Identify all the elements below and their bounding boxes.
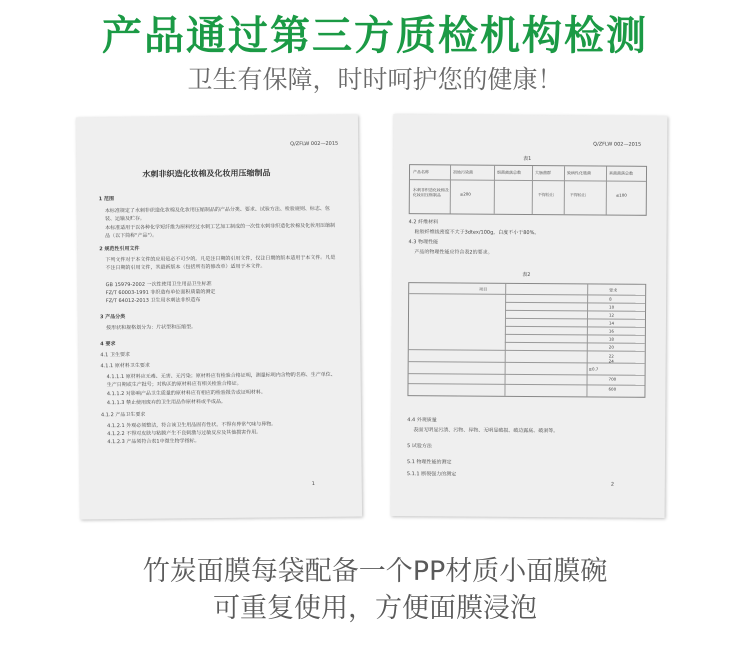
- doc-paragraph: 本标准规定了水刺非织造化妆棉及化妆用压缩制品的产品分类、要求、试验方法、检验规则、标志、包装、运输及贮存。: [104, 205, 330, 223]
- doc-section: 2 规范性引用文件: [99, 245, 140, 253]
- doc-section: 4.4 外观质量: [407, 417, 437, 424]
- table-cell: 16: [608, 328, 615, 334]
- page-number: 2: [610, 481, 615, 488]
- table-cell: 不得检出: [569, 192, 586, 198]
- doc-code: Q/ZFLW 002—2015: [593, 141, 642, 148]
- doc-paragraph: 4.1.1.3 禁止使用废弃的卫生用品作原材料或半成品。: [106, 398, 227, 407]
- table-header: 大肠菌群: [534, 170, 552, 176]
- table-cell: 600: [608, 386, 617, 392]
- doc-paragraph: 4.1.1.2 对影响产品卫生质量的原材料应有相应的检验报告或证明材料。: [106, 389, 266, 398]
- doc-paragraph: 4.1.2.3 产品须符合表1中微生物学指标。: [107, 438, 200, 446]
- physical-properties-table: [407, 282, 646, 398]
- table-cell: 20: [608, 344, 614, 350]
- doc-paragraph: 表面无明显污渍、污物、异物、无明显破损、破边露底、破洞等。: [413, 427, 559, 435]
- doc-section: 5.1.1 断裂强力的测定: [406, 471, 457, 478]
- table-cell: 700: [608, 376, 617, 382]
- certificate-page-left: [76, 115, 362, 520]
- table-header: 致病性化脓菌: [566, 170, 592, 176]
- doc-section: 4.2 纤维材料: [408, 219, 439, 226]
- doc-paragraph: GB 15979-2002 一次性使用卫生用品卫生标准: [105, 281, 212, 289]
- doc-section: 4 要求: [100, 341, 116, 348]
- table-cell: 24: [608, 358, 614, 364]
- microbiology-table: [409, 164, 647, 216]
- doc-paragraph: 4.1.1.1 原材料应无毒、无害、无污染；原材料应有检验合格证明，测量标明内含物的名称、生产单位、生产日期或生产批号；对购买的原材料应有相关检验合格证。: [106, 371, 336, 389]
- doc-section: 5 试验方法: [407, 443, 432, 450]
- table-header: 真菌菌落总数: [608, 170, 634, 176]
- doc-paragraph: 下列文件对于本文件的应用是必不可少的。凡是注日期的引用文件，仅注日期的版本适用于本文件。凡是不注日期的引用文件，其最新版本（包括所有的修改单）适用于本文件。: [105, 254, 336, 272]
- table-cell: 水刺非织造化妆棉及化妆用压缩制品: [412, 187, 449, 198]
- certificate-page-right: [391, 114, 668, 518]
- doc-section: 4.3 物理性能: [408, 239, 439, 246]
- doc-section: 3 产品分类: [99, 313, 126, 321]
- table-cell: 18: [608, 336, 614, 342]
- table-cell: 8: [609, 296, 612, 302]
- doc-section: 4.1 卫生要求: [100, 351, 130, 359]
- headline: 产品通过第三方质检机构检测: [102, 13, 648, 59]
- doc-paragraph: 产品的物理性能应符合表2的要求。: [414, 249, 493, 256]
- doc-paragraph: FZ/T 64012-2013 卫生用水刺法非织造布: [105, 297, 201, 305]
- table-header: 要求: [609, 287, 618, 293]
- doc-title: 水刺非织造化妆棉及化妆用压缩制品: [142, 168, 271, 179]
- page-number: 1: [311, 481, 315, 488]
- doc-code: Q/ZFLW 002—2015: [290, 140, 339, 148]
- doc-paragraph: FZ/T 60003-1991 非织造布单位面积质量的测定: [105, 289, 216, 297]
- caption-line-2: 可重复使用，方便面膜浸泡: [213, 593, 537, 624]
- table-cell: ≥0.7: [588, 366, 599, 372]
- table-cell: ≤200: [459, 191, 471, 197]
- table-cell: 22: [608, 353, 614, 359]
- doc-section: 5.1 物理性能的测定: [406, 459, 452, 466]
- caption-line-1: 竹炭面膜每袋配备一个PP材质小面膜碗: [142, 556, 608, 587]
- table-title: 表1: [523, 155, 532, 163]
- table-cell: 14: [608, 320, 615, 326]
- doc-paragraph: 4.1.2.1 外观必须整洁，符合该卫生用品固有性状，不得有异常气味与异物。: [107, 421, 277, 430]
- doc-section: 1 范围: [98, 196, 115, 203]
- table-cell: 10: [609, 304, 615, 310]
- table-header: 产品名称: [412, 169, 430, 175]
- subheadline: 卫生有保障，时时呵护您的健康！: [187, 65, 563, 94]
- doc-paragraph: 粘胶纤维线密度不大于3dtex/100g，白度不小于80%。: [414, 229, 540, 237]
- table-cell: 不得检出: [537, 192, 554, 198]
- doc-paragraph: 本标准适用于以各种化学短纤维为原料经过水刺工艺加工制成的一次性水刺非织造化妆棉及化妆用压缩制品（以下简称"产品"）。: [105, 222, 336, 240]
- table-header: 细菌菌落总数: [496, 169, 522, 175]
- doc-section: 4.1.2 产品卫生要求: [100, 411, 146, 419]
- doc-section: 4.1.1 原材料卫生要求: [100, 362, 150, 370]
- doc-paragraph: 按形状和规格划分为：片状型和压缩型。: [106, 324, 197, 332]
- table-cell: 12: [608, 312, 615, 318]
- table-title: 表2: [522, 271, 531, 279]
- table-cell: ≤100: [615, 192, 627, 198]
- doc-paragraph: 4.1.2.2 不得对皮肤与粘膜产生不良刺激与过敏反应及其他损害作用。: [107, 429, 262, 438]
- table-header: 项目: [479, 286, 488, 292]
- table-header: 初始污染菌: [452, 169, 474, 175]
